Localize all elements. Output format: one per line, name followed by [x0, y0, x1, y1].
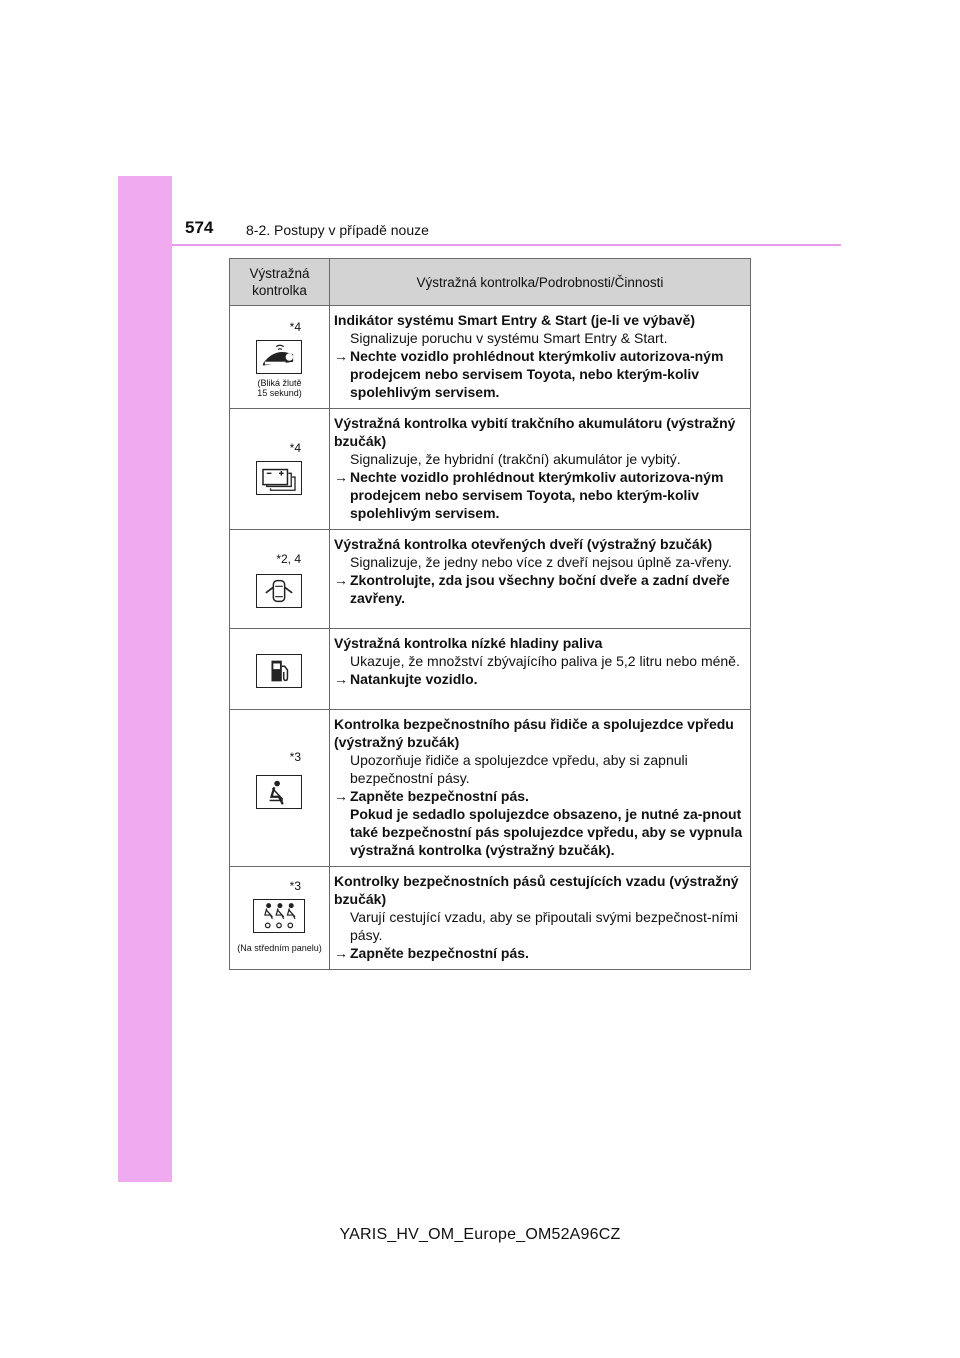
table-row [230, 409, 751, 530]
light-title: Výstražná kontrolka nízké hladiny paliva [334, 635, 603, 651]
action-text: → Nechte vozidlo prohlédnout kterýmkoliv autorizova-ným prodejcem nebo servisem Toyota, nebo kterým-koliv spolehlivým servisem. [334, 348, 724, 400]
action-text: → Zapněte bezpečnostní pás. [334, 945, 529, 961]
action-text: → Zapněte bezpečnostní pás. [334, 788, 529, 804]
description-cell [330, 530, 751, 629]
description-cell [330, 629, 751, 710]
light-icon-cell [230, 530, 330, 629]
arrow-icon: → [334, 788, 348, 804]
light-description: Ukazuje, že množství zbývajícího paliva je 5,2 litru nebo méně. [350, 653, 740, 669]
table-row [230, 530, 751, 629]
action-text: → Nechte vozidlo prohlédnout kterýmkoliv autorizova-ným prodejcem nebo servisem Toyota, nebo kterým-koliv spolehlivým servisem. [334, 469, 724, 521]
table-row [230, 306, 751, 409]
door-open-icon [256, 574, 302, 608]
arrow-icon: → [334, 945, 348, 961]
light-icon-cell [230, 710, 330, 867]
light-icon-cell [230, 629, 330, 710]
description-cell [330, 867, 751, 970]
description-cell [330, 306, 751, 409]
footnote-marker: *3 [289, 879, 301, 893]
side-tab-band [118, 176, 172, 1182]
page-number: 574 [185, 218, 214, 237]
light-description: Signalizuje, že hybridní (trakční) akumulátor je vybitý. [350, 451, 681, 467]
arrow-icon: → [334, 572, 348, 588]
light-description: Upozorňuje řidiče a spolujezdce vpředu, aby si zapnuli bezpečnostní pásy. [350, 752, 688, 786]
light-title: Výstražná kontrolka otevřených dveří (výstražný bzučák) [334, 536, 713, 552]
footnote-marker: *3 [289, 750, 301, 764]
light-title: Výstražná kontrolka vybití trakčního akumulátoru (výstražný bzučák) [334, 415, 736, 449]
action-extra: Pokud je sedadlo spolujezdce obsazeno, je nutné za-pnout také bezpečnostní pás spolujezdce vpředu, aby se vypnula výstražná kontrolka (výstražný bzučák). [350, 806, 743, 858]
description-cell [330, 710, 751, 867]
light-icon-cell [230, 306, 330, 409]
footnote-marker: *2, 4 [276, 552, 301, 566]
light-title: Indikátor systému Smart Entry & Start (je-li ve výbavě) [334, 312, 696, 328]
icon-note: (Na středním panelu) [237, 943, 322, 953]
icon-note: (Bliká žlutě 15 sekund) [257, 378, 302, 398]
light-icon-cell [230, 867, 330, 970]
arrow-icon: → [334, 348, 348, 364]
light-description: Varují cestující vzadu, aby se připoutali svými bezpečnost-ními pásy. [350, 909, 739, 943]
table-row [230, 710, 751, 867]
seatbelt-icon [256, 775, 302, 809]
light-icon-cell [230, 409, 330, 530]
column-header-details: Výstražná kontrolka/Podrobnosti/Činnosti [330, 259, 751, 306]
section-title: 8-2. Postupy v případě nouze [246, 222, 429, 238]
light-description: Signalizuje poruchu v systému Smart Entry & Start. [350, 330, 668, 346]
light-title: Kontrolka bezpečnostního pásu řidiče a spolujezdce vpředu (výstražný bzučák) [334, 716, 734, 750]
light-title: Kontrolky bezpečnostních pásů cestujících vzadu (výstražný bzučák) [334, 873, 739, 907]
smart-key-icon [256, 340, 302, 374]
action-text: → Zkontrolujte, zda jsou všechny boční dveře a zadní dveře zavřeny. [334, 572, 730, 606]
column-header-light: Výstražná kontrolka [230, 259, 330, 306]
traction-battery-icon [256, 461, 302, 495]
fuel-pump-icon [256, 654, 302, 688]
action-text: → Natankujte vozidlo. [334, 671, 478, 687]
light-description: Signalizuje, že jedny nebo více z dveří nejsou úplně za-vřeny. [350, 554, 732, 570]
rear-seatbelt-icon [253, 899, 305, 933]
header-divider [172, 244, 841, 246]
footnote-marker: *4 [289, 320, 301, 334]
table-row [230, 629, 751, 710]
table-header-row [230, 259, 751, 306]
footnote-marker: *4 [289, 441, 301, 455]
table-row [230, 867, 751, 970]
warning-lights-table [229, 258, 751, 970]
description-cell [330, 409, 751, 530]
document-id-footer: YARIS_HV_OM_Europe_OM52A96CZ [339, 1226, 621, 1243]
arrow-icon: → [334, 671, 348, 687]
arrow-icon: → [334, 469, 348, 485]
